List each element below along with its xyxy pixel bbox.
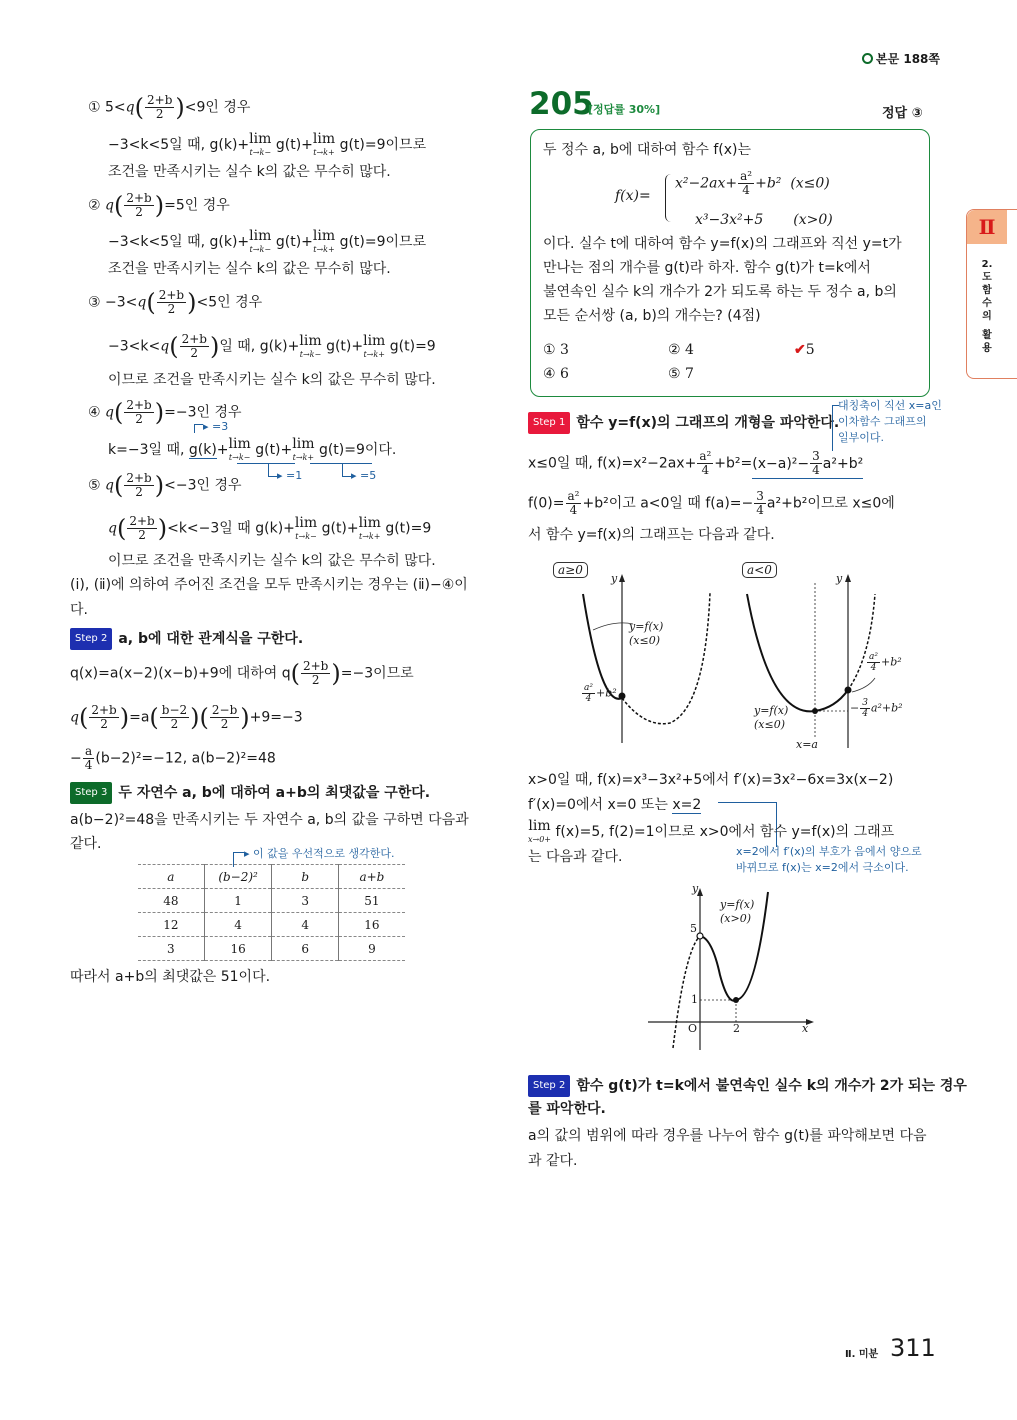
table-note: ▸ 이 값을 우선적으로 생각한다.	[233, 845, 395, 867]
problem-body-4: 모든 순서쌍 (a, b)의 개수는? (4점)	[543, 308, 761, 324]
case-2-line2: 조건을 만족시키는 실수 k의 값은 무수히 많다.	[108, 261, 391, 277]
step1-eq1: x≤0일 때, f(x)=x²−2ax+ $\frac{\text{a²}}{4}$ +b²=(x−a)²− $\frac{3}{4}$ a²+b²	[528, 449, 864, 477]
case-5-heading: ⑤ q( $\frac{2+b}{2}$ )<−3인 경우	[88, 471, 242, 500]
step-badge: Step 2	[528, 1075, 570, 1097]
graph-label: a≥0	[553, 562, 588, 578]
step1-eq3: 서 함수 y=f(x)의 그래프는 다음과 같다.	[528, 527, 775, 543]
step2-left-heading: Step 2 a, b에 대한 관계식을 구한다.	[70, 628, 303, 650]
choice-2[interactable]: ② 4	[668, 342, 694, 358]
problem-body-2: 만나는 점의 개수를 g(t)라 하자. 함수 g(t)가 t=k에서	[543, 260, 871, 276]
step1-note: 대칭축이 직선 x=a인 이차함수 그래프의 일부이다.	[838, 398, 942, 446]
analysis-line4: 는 다음과 같다.	[528, 849, 623, 865]
step-badge: Step 2	[70, 628, 112, 650]
case-2-heading: ② q( $\frac{2+b}{2}$ )=5인 경우	[88, 191, 230, 220]
step3-text2: 같다.	[70, 836, 102, 852]
choice-1[interactable]: ① 3	[543, 342, 569, 358]
analysis-note: x=2에서 f′(x)의 부호가 음에서 양으로 바뀌므로 f(x)는 x=2에서 극소이다.	[736, 845, 922, 874]
step3-heading: Step 3 두 자연수 a, b에 대하여 a+b의 최댓값을 구한다.	[70, 782, 430, 804]
step2-eq3: − $\frac{a}{4}$ (b−2)²=−12, a(b−2)²=48	[70, 744, 276, 772]
graph-a-nonneg: a≥0 y y=f(x) (x≤0) $\frac{\text{a²}}{4}$ +b²	[545, 558, 720, 758]
step3-text1: a(b−2)²=48을 만족시키는 두 자연수 a, b의 값을 구하면 다음과	[70, 812, 469, 828]
annotation-right-limit: ▸ =5	[342, 464, 376, 482]
case-4-line1: k=−3일 때, g(k)+ lim t→k− g(t)+ lim t→k+ g(t)=9이다.	[108, 436, 397, 462]
problem-intro: 두 정수 a, b에 대하여 함수 f(x)는	[543, 142, 751, 158]
case-5-line2: 이므로 조건을 만족시키는 실수 k의 값은 무수히 많다.	[108, 553, 436, 569]
graph-a-neg: a<0 y y=f(x) (x≤0) $\frac{\text{a²}}{4}$ +b² − $\frac{3}{4}$ a²+b² x=a	[740, 558, 920, 758]
case-3-line1: −3<k<q( $\frac{2+b}{2}$ )일 때, g(k)+ lim t→k− g(t)+ lim t→k+ g(t)=9	[108, 332, 436, 361]
case-3-line2: 이므로 조건을 만족시키는 실수 k의 값은 무수히 많다.	[108, 372, 436, 388]
step-badge: Step 1	[528, 412, 570, 434]
case-4-heading: ④ q( $\frac{2+b}{2}$ )=−3인 경우	[88, 398, 242, 427]
graph-cubic: y x O 5 1 2 y=f(x) (x>0)	[640, 880, 820, 1055]
final-answer-text: 따라서 a+b의 최댓값은 51이다.	[70, 969, 271, 985]
case-1-line2: 조건을 만족시키는 실수 k의 값은 무수히 많다.	[108, 164, 391, 180]
choice-5[interactable]: ⑤ 7	[668, 366, 694, 382]
chapter-title-vertical: 2. 도 함 수 의 활 용	[981, 259, 993, 354]
accuracy-rate: [정답률 30%]	[588, 103, 661, 116]
step1-eq2: f(0)= $\frac{\text{a²}}{4}$ +b²이고 a<0일 때 f(a)=− $\frac{3}{4}$ a²+b²이므로 x≤0에	[528, 489, 895, 517]
step2-right-heading: Step 2 함수 g(t)가 t=k에서 불연속인 실수 k의 개수가 2가 되는 경우	[528, 1075, 967, 1097]
step1-heading: Step 1 함수 y=f(x)의 그래프의 개형을 파악한다.	[528, 412, 839, 434]
footer-chapter: Ⅱ. 미분	[845, 1349, 879, 1360]
table-row: 48 1 3 51	[138, 889, 405, 913]
case-1-line1: −3<k<5일 때, g(k)+ lim t→k− g(t)+ lim t→k+ g(t)=9이므로	[108, 131, 427, 157]
chapter-roman-numeral: Ⅱ	[967, 210, 1007, 244]
analysis-line3: lim x→0+ f(x)=5, f(2)=1이므로 x>0에서 함수 y=f(x)의 그래프	[528, 818, 895, 844]
checkmark-icon: ✔	[794, 342, 806, 358]
step2-right-text2: 과 같다.	[528, 1153, 578, 1169]
fraction: $\frac{2+b}{2}$	[147, 93, 173, 121]
annotation-gk: ▸ =3	[194, 420, 228, 433]
analysis-line2: f′(x)=0에서 x=0 또는 x=2	[528, 797, 702, 813]
conclusion-line1: (ⅰ), (ⅱ)에 의하여 주어진 조건을 모두 만족시키는 경우는 (ⅱ)−④이	[70, 577, 468, 593]
conclusion-line2: 다.	[70, 602, 88, 618]
page-reference: 본문 188쪽	[862, 50, 940, 67]
case-1-heading: ① 5<q( $\frac{2+b}{2}$ )<9인 경우	[88, 93, 251, 122]
case-3-heading: ③ −3<q( $\frac{2+b}{2}$ )<5인 경우	[88, 288, 263, 317]
analysis-line1: x>0일 때, f(x)=x³−3x²+5에서 f′(x)=3x²−6x=3x(x−2)	[528, 772, 894, 788]
step2-right-text1: a의 값의 범위에 따라 경우를 나누어 함수 g(t)를 파악해보면 다음	[528, 1128, 927, 1144]
step2-right-heading-cont: 를 파악한다.	[528, 1101, 606, 1117]
problem-body-1: 이다. 실수 t에 대하여 함수 y=f(x)의 그래프와 직선 y=t가	[543, 236, 902, 252]
problem-number: 205	[529, 86, 594, 122]
page-number: 311	[890, 1334, 936, 1362]
graph-label: a<0	[742, 562, 777, 578]
choice-3[interactable]: ✔5	[794, 342, 815, 358]
table-row: 3 16 6 9	[138, 937, 405, 961]
case-2-line1: −3<k<5일 때, g(k)+ lim t→k− g(t)+ lim t→k+ g(t)=9이므로	[108, 228, 427, 254]
answer-label: 정답 ③	[882, 106, 923, 121]
values-table: a (b−2)² b a+b 48 1 3 51 12 4 4 16 3 16 6 9	[138, 864, 405, 961]
annotation-left-limit: ▸ =1	[268, 464, 302, 482]
step2-eq1: q(x)=a(x−2)(x−b)+9에 대하여 q( $\frac{2+b}{2}$ )=−3이므로	[70, 659, 414, 688]
table-row: 12 4 4 16	[138, 913, 405, 937]
choice-4[interactable]: ④ 6	[543, 366, 569, 382]
problem-body-3: 불연속인 실수 k의 개수가 2가 되도록 하는 두 정수 a, b의	[543, 284, 897, 300]
circle-bullet-icon	[862, 53, 873, 64]
step-badge: Step 3	[70, 782, 112, 804]
case-5-line1: q( $\frac{2+b}{2}$ )<k<−3일 때 g(k)+ lim t→k− g(t)+ lim t→k+ g(t)=9	[108, 514, 432, 543]
step2-eq2: q( $\frac{2+b}{2}$ )=a( $\frac{b-2}{2}$ )( $\frac{2-b}{2}$ )+9=−3	[70, 703, 303, 732]
chapter-side-tab[interactable]	[966, 209, 1017, 379]
